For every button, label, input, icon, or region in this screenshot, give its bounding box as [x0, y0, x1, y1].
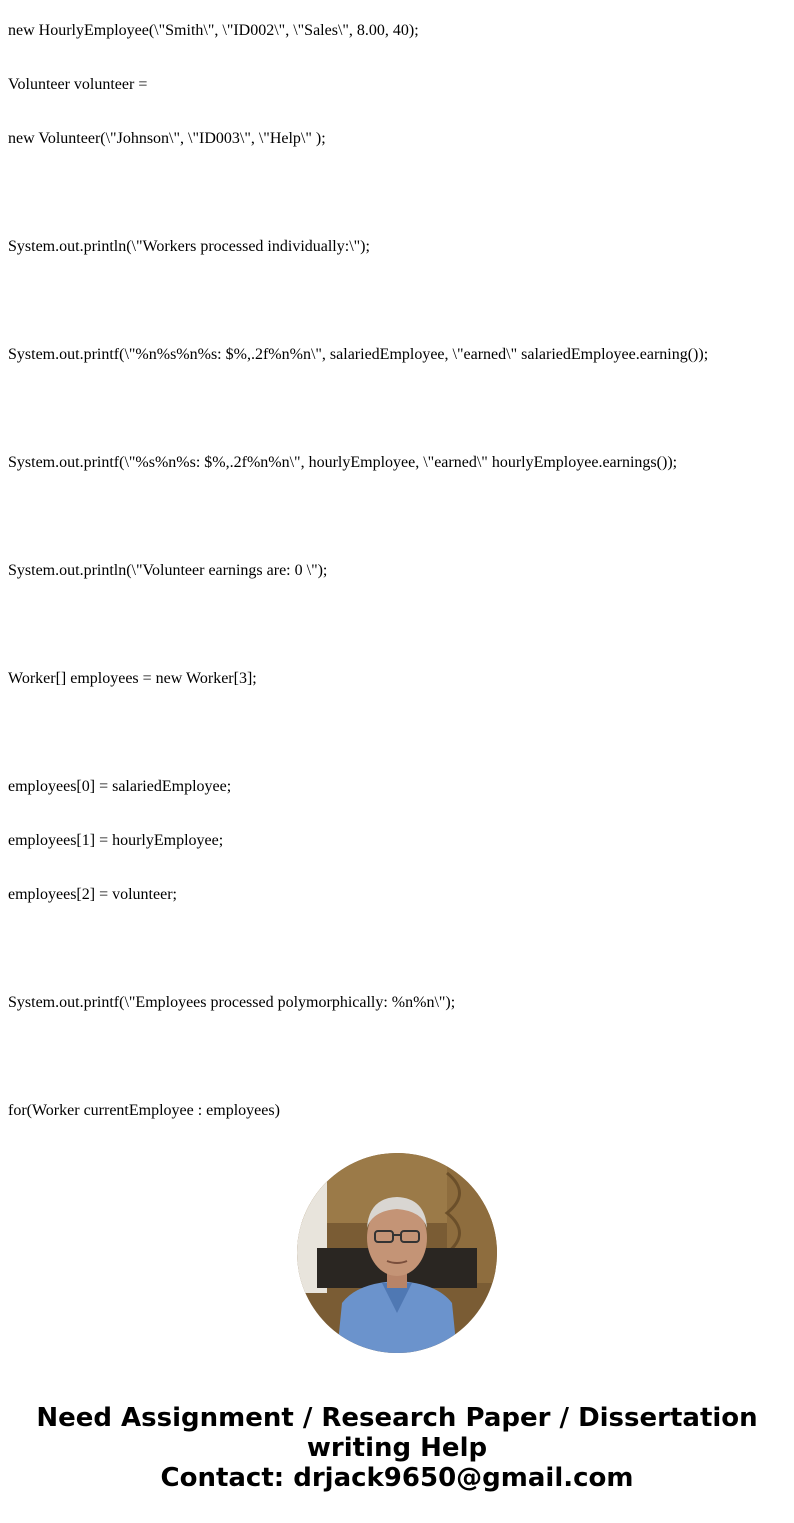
promo-banner — [0, 1403, 794, 1493]
code-line — [8, 508, 788, 526]
code-line — [8, 940, 788, 958]
code-line — [8, 184, 788, 202]
code-line: System.out.println(\"Volunteer earnings are: 0 \"); — [8, 562, 328, 579]
code-line: Worker[] employees = new Worker[3]; — [8, 670, 257, 687]
code-line — [8, 1048, 788, 1066]
code-line: System.out.printf(\"%s%n%s: $%,.2f%n%n\", hourlyEmployee, \"earned\" hourlyEmployee.earnings()); — [8, 454, 678, 471]
author-avatar — [297, 1153, 497, 1353]
code-line: for(Worker currentEmployee : employees) — [8, 1102, 280, 1119]
code-line — [8, 400, 788, 418]
code-line — [8, 616, 788, 634]
code-line: employees[1] = hourlyEmployee; — [8, 832, 224, 849]
code-line: System.out.printf(\"%n%s%n%s: $%,.2f%n%n\", salariedEmployee, \"earned\" salariedEmployee.earning()); — [8, 346, 709, 363]
promo-line-2: writing Help — [306, 1433, 488, 1463]
code-line: Volunteer volunteer = — [8, 76, 148, 93]
promo-contact: Contact: drjack9650@gmail.com — [160, 1463, 634, 1493]
code-line: System.out.println(\"Workers processed individually:\"); — [8, 238, 370, 255]
code-line — [8, 292, 788, 310]
code-line — [8, 724, 788, 742]
question-code-block — [8, 0, 788, 1122]
code-line: System.out.printf(\"Employees processed polymorphically: %n%n\"); — [8, 994, 456, 1011]
code-line: new Volunteer(\"Johnson\", \"ID003\", \"Help\" ); — [8, 130, 326, 147]
code-line: employees[2] = volunteer; — [8, 886, 177, 903]
code-line: new HourlyEmployee(\"Smith\", \"ID002\", \"Sales\", 8.00, 40); — [8, 22, 419, 39]
author-portrait-illustration — [297, 1153, 497, 1353]
promo-line-1: Need Assignment / Research Paper / Dissertation — [36, 1403, 758, 1433]
code-line: employees[0] = salariedEmployee; — [8, 778, 232, 795]
document-content — [8, 0, 788, 1122]
